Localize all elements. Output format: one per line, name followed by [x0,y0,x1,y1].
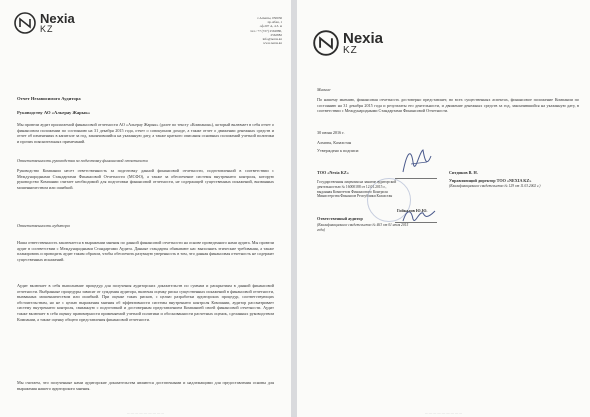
address-line: г.Алматы, 050036 [257,16,282,20]
address-line: www.nexia.kz [263,41,282,46]
management-paragraph: Руководство Компании несет ответственность за подготовку данной финансовой отчетности, подготовленной в соответствии с Международными Стандартами Финансовой Отчетности (МСФО), а также за обеспечение системы внутреннего контроля, которую руководство Компании считает необходимой для подготовки финансовой отчетности, не содержащей существенных искажений, вызванных мошенничеством или ошибкой. [17,168,274,190]
report-city: Алматы, Казахстан [317,140,352,145]
opinion-paragraph: Мы провели аудит прилагаемой финансовой отчетности АО «Альерау Жарык» (далее по тексту «Компания»), который включает в себя отчет о финансовом положении по состоянию на 31 декабря 2015 года, отчет о совокупном доходе, а также отчет о движении денежных средств и отчет об изменениях в капитале за год, закончившийся на указанную дату, а также краткого описания основных положений учетной политики и прочих пояснительных примечаний. [17,122,274,144]
report-page-1 [0,0,291,417]
address-line: пр.Абая, 1 [267,20,282,25]
nexia-logo-icon [313,30,339,56]
logo-brand: Nexia [343,29,384,47]
management-heading: Ответственность руководства за подготовку финансовой отчетности [17,158,148,163]
page-footer: . . . . . . . . . . . . . . . . . . . . . . . . . . . . . [127,412,164,415]
report-date: 30 июня 2016 г. [317,130,345,135]
logo-brand: Nexia [40,11,75,26]
nexia-logo [313,30,383,56]
page-footer: . . . . . . . . . . . . . . . . . . . . . . . . . . . . . [425,412,462,415]
address-line: тел.: +7 (727) 2562880, [250,28,282,33]
auditor-note: (Квалификационное свидетельство № 463 от 01 июля 2015 года) [317,223,409,232]
report-page-2 [297,0,590,417]
address-line: 2562882 [270,32,282,37]
opinion-heading: Мнение [317,87,331,92]
auditor-name: Гойкалов Ю.Ю. [397,208,428,213]
firm-name: ТОО «Nexia KZ» [317,170,349,175]
auditor-heading: Ответственность аудитора [17,223,70,228]
director-signature-line [395,178,437,179]
logo-sub: KZ [343,44,358,56]
logo-wordmark [40,12,75,34]
address-line: оф.207 А, 4.3. м [259,24,282,29]
report-recipient: Руководству АО «Альерау Жарык» [17,110,91,115]
logo-sub: KZ [40,24,54,34]
logo-wordmark [343,31,383,56]
auditor-paragraph-1: Наша ответственность заключается в выражении мнения по данной финансовой отчетности на основе проведенного нами аудита. Мы провели аудит в соответствии с Международными Стандартами Аудита. Данные стандарты обязывают нас выполнять этические требования, а также планировать и проводить аудит таким образом, чтобы обеспечить разумную уверенность в том, что данная финансовая отчетность не содержит существенных искажений. [17,240,274,262]
auditor-title: Ответственный аудитор [317,216,363,221]
auditor-paragraph-2: Аудит включает в себя выполнение процедур для получения аудиторских доказательств по суммам и раскрытиям в данной финансовой отчетности. Выбранные процедуры зависят от суждения аудитора, включая оценку риска существенных искажений в финансовой отчетности, вызванных мошенничеством или ошибкой. При оценке таких рисков, с целью разработки аудиторских процедур, соответствующих обстоятельствам, но не с целью выражения мнения об эффективности системы внутреннего контроля Компании, аудитор рассматривает систему внутреннего контроля, связанную с подготовкой и достоверным представлением Компанией своей финансовой отчетности. Аудит также включает в себя оценку правомерности применяемой учетной политики и обоснованности расчетных оценок, сделанных руководством Компании, а также оценку общего представления финансовой отчетности. [17,283,274,322]
director-name: Ситдиков В. Н. [449,170,478,175]
company-address [202,16,282,45]
director-signature [397,142,437,182]
firm-license: Государственная лицензия на занятие аудиторской деятельностью № 16000188 от 12.01.2015 г., выданная Комитетом Финансового Контроля Министерства Финансов Республики Казахстан [317,180,397,199]
opinion-paragraph: По нашему мнению, финансовая отчетность достоверно представляет, во всех существенных аспектах, финансовое положение Компании по состоянию на 31 декабря 2015 года и результаты его деятельности, и движение денежных средств за год, закончившийся на указанную дату, в соответствии с Международными Стандартами Финансовой Отчетности. [317,97,579,114]
approved-label: Утверждено к подписи: [317,148,360,153]
director-note: (Квалификационное свидетельство № 129 от 11.03.2002 г.) [449,184,541,188]
address-line: info@nexia.kz [262,37,282,42]
director-title: Управляющий директор ТОО «NEXIA KZ» [449,178,532,183]
auditor-paragraph-3: Мы считаем, что полученные нами аудиторские доказательства являются достаточными и надлежащими для предоставления основы для выражения нашего аудиторского мнения. [17,380,274,391]
report-title: Отчет Независимого Аудитора [17,96,81,101]
nexia-logo-icon [14,12,36,34]
nexia-logo [14,12,75,34]
